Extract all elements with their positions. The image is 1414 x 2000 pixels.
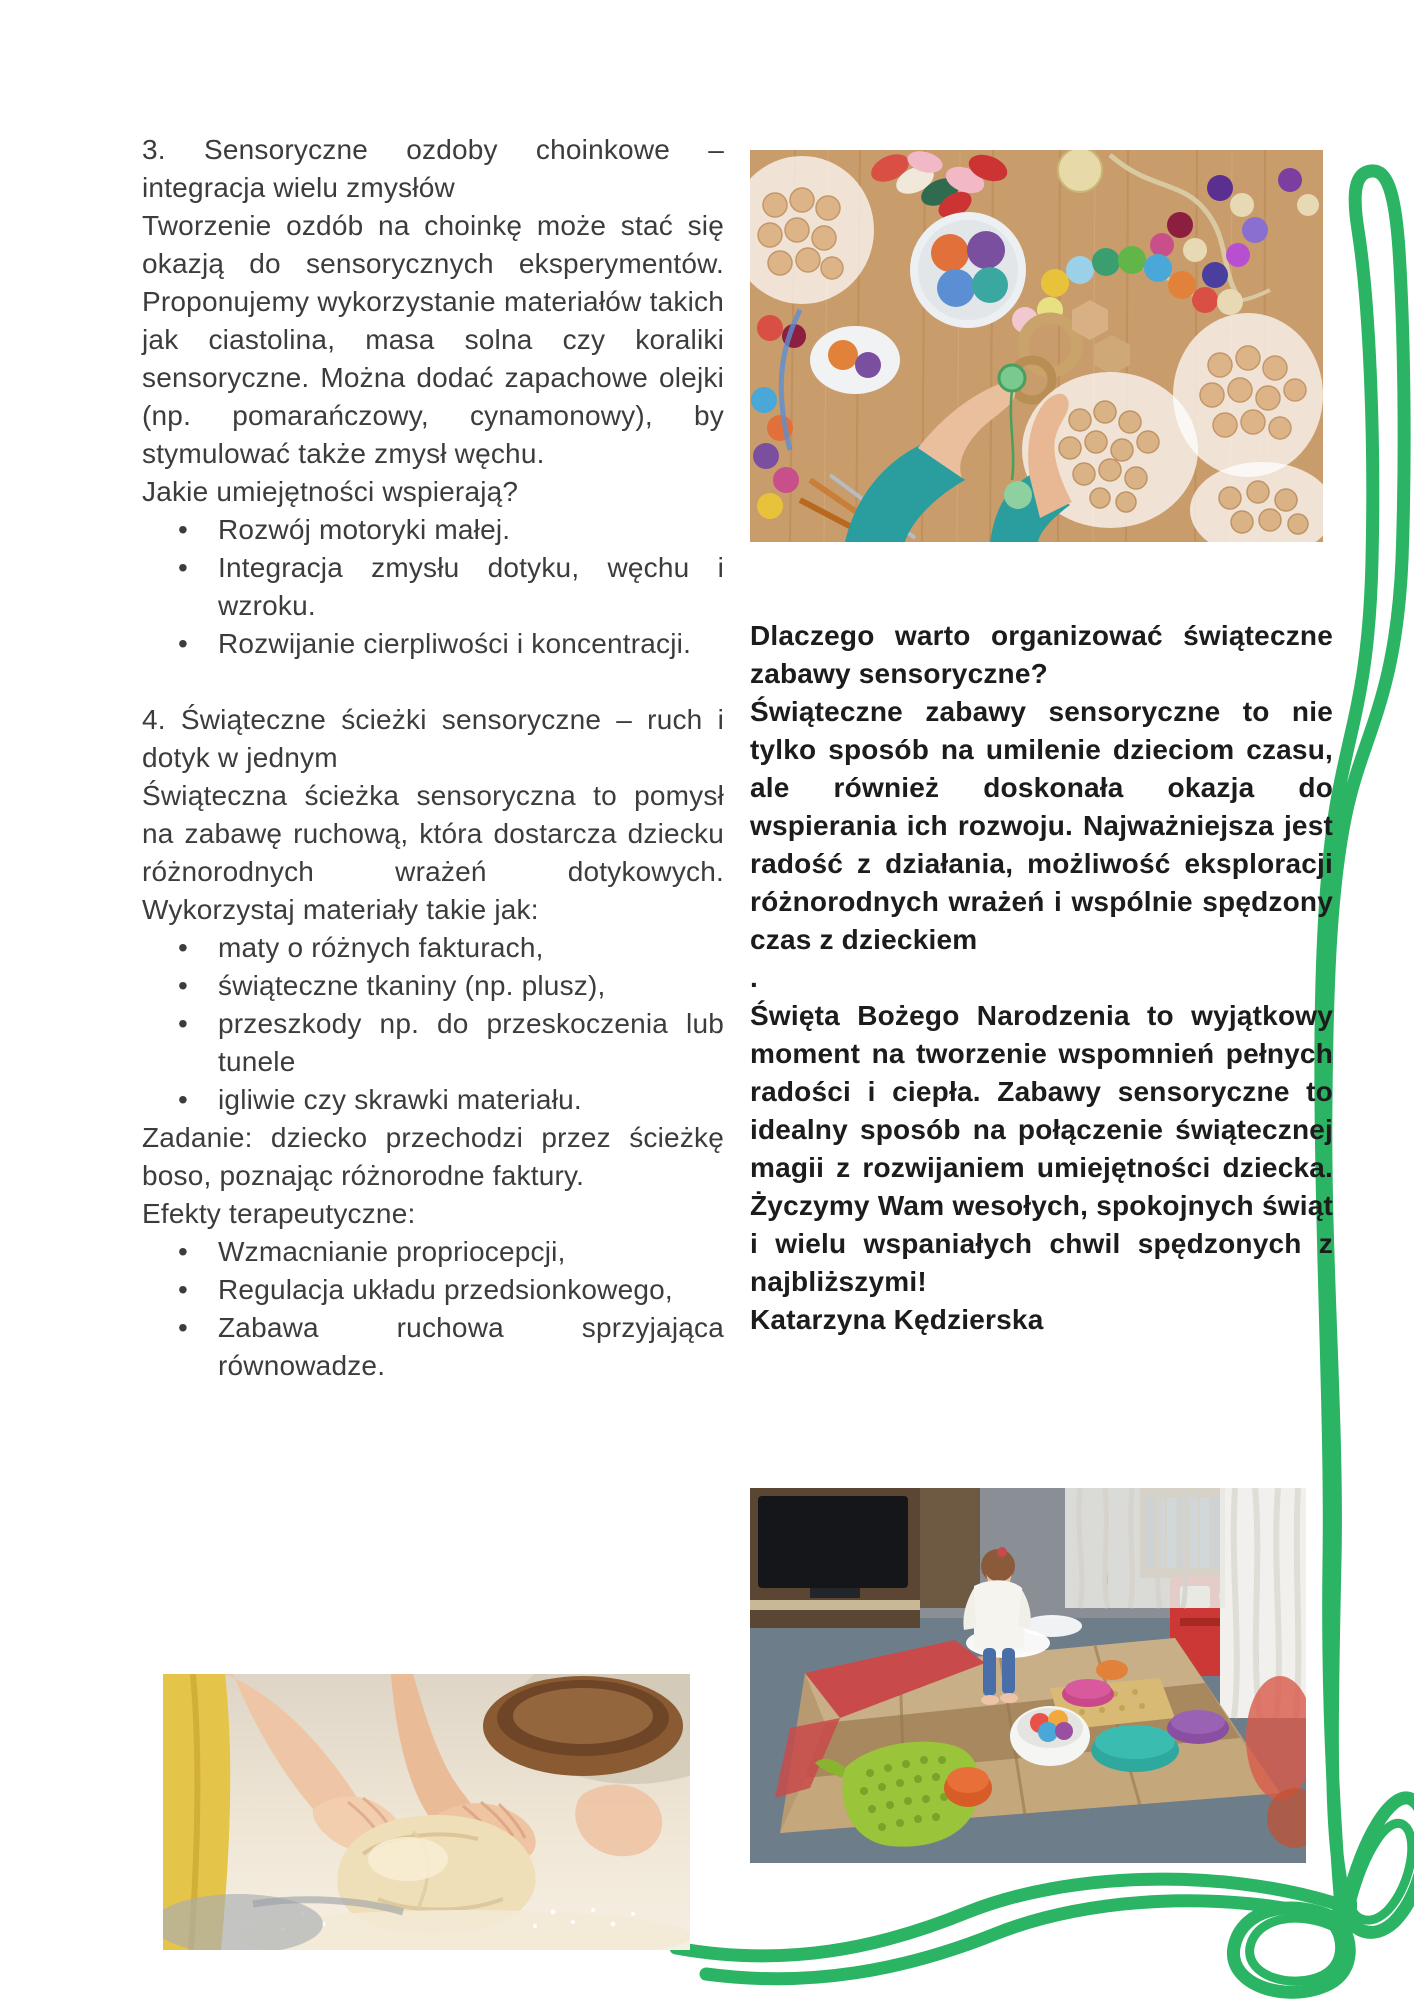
list-item: • Regulacja układu przedsionkowego, [142, 1271, 724, 1309]
kneading-dough-photo [163, 1674, 690, 1950]
section3-bullet-list [142, 511, 724, 663]
left-column [142, 131, 724, 1385]
section3-heading: 3. Sensoryczne ozdoby choinkowe – integracja wielu zmysłów [142, 134, 724, 203]
list-item: • świąteczne tkaniny (np. plusz), [142, 967, 724, 1005]
right-column [750, 617, 1333, 1339]
why-heading: Dlaczego warto organizować świąteczne zabawy sensoryczne? [750, 620, 1333, 689]
list-item: • Wzmacnianie propriocepcji, [142, 1233, 724, 1271]
section4-effects-list [142, 1233, 724, 1385]
list-item: • Rozwijanie cierpliwości i koncentracji. [142, 625, 724, 663]
orphan-dot: . [750, 962, 758, 993]
list-item: • Zabawa ruchowa sprzyjająca równowadze. [142, 1309, 724, 1385]
section4-bullet-list [142, 929, 724, 1119]
craft-materials-photo [750, 150, 1323, 542]
child-sensory-path-photo [750, 1488, 1306, 1863]
list-item: • maty o różnych fakturach, [142, 929, 724, 967]
list-item: • igliwie czy skrawki materiału. [142, 1081, 724, 1119]
author-signature: Katarzyna Kędzierska [750, 1304, 1044, 1335]
section4-effects-intro: Efekty terapeutyczne: [142, 1198, 416, 1229]
list-item: • Rozwój motoryki małej. [142, 511, 724, 549]
ribbon-knot [1326, 1888, 1362, 1935]
closing-paragraph: Święta Bożego Narodzenia to wyjątkowy moment na tworzenie wspomnień pełnych radości i ciepła. Zabawy sensoryczne to idealny sposób na połączenie świątecznej magii z rozwijaniem umiejętności dziecka. Życzymy Wam wesołych, spokojnych świąt i wielu wspaniałych chwil spędzonych z najbliższymi! [750, 1000, 1333, 1297]
list-item: • Integracja zmysłu dotyku, węchu i wzroku. [142, 549, 724, 625]
list-item: • przeszkody np. do przeskoczenia lub tunele [142, 1005, 724, 1081]
section3-paragraph: Tworzenie ozdób na choinkę może stać się okazją do sensorycznych eksperymentów. Proponujemy wykorzystanie materiałów takich jak ciastolina, masa solna czy koraliki sensoryczne. Można dodać zapachowe olejki (np. pomarańczowy, cynamonowy), by stymulować także zmysł węchu. [142, 210, 724, 469]
section4-task: Zadanie: dziecko przechodzi przez ścieżkę boso, poznając różnorodne faktury. [142, 1122, 724, 1191]
section4-paragraph: Świąteczna ścieżka sensoryczna to pomysł na zabawę ruchową, która dostarcza dziecku różnorodnych wrażeń dotykowych. Wykorzystaj materiały takie jak: [142, 780, 724, 925]
why-paragraph: Świąteczne zabawy sensoryczne to nie tylko sposób na umilenie dzieciom czasu, ale również doskonała okazja do wspierania ich rozwoju. Najważniejsza jest radość z działania, możliwość eksploracji różnorodnych wrażeń i wspólnie spędzony czas z dzieckiem [750, 696, 1333, 955]
section3-skills-intro: Jakie umiejętności wspierają? [142, 476, 519, 507]
section4-heading: 4. Świąteczne ścieżki sensoryczne – ruch i dotyk w jednym [142, 704, 724, 773]
